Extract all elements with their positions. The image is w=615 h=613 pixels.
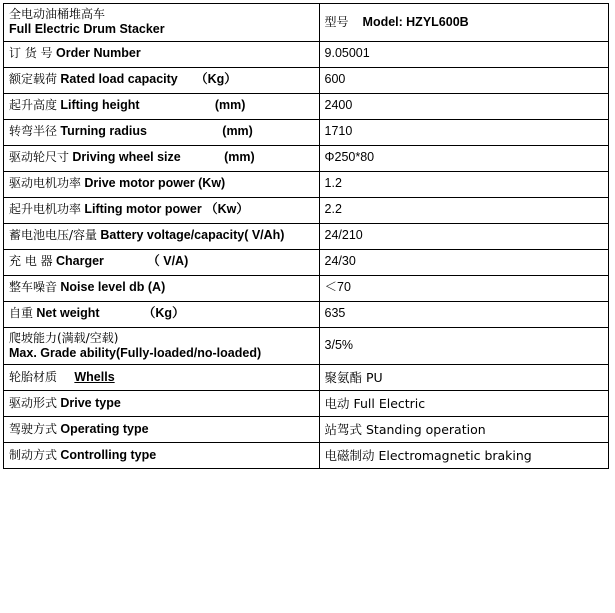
label-en: Whells: [74, 369, 115, 384]
label-unit: (mm): [214, 98, 246, 113]
label-en: Net weight: [36, 306, 100, 321]
row-label-turning-radius: [4, 119, 320, 145]
label-unit: (Kw): [198, 176, 226, 191]
label-en: Operating type: [60, 421, 149, 436]
table-row: [4, 417, 609, 443]
table-row: [4, 249, 609, 275]
value-text: 9.05001: [324, 46, 370, 61]
label-cn: 爬坡能力(满载/空载): [9, 330, 119, 345]
table-row: [4, 145, 609, 171]
table-row: [4, 327, 609, 365]
label-unit: （Kw）: [205, 202, 249, 217]
label-en: Lifting motor power: [84, 202, 202, 217]
label-cn: 轮胎材质: [9, 369, 58, 384]
row-label-grade-ability: [4, 327, 320, 365]
table-row: [4, 275, 609, 301]
label-en: Drive type: [60, 395, 121, 410]
row-label-wheels: [4, 365, 320, 391]
value-text: ＜70: [324, 280, 351, 295]
value-text: 电动 Full Electric: [324, 395, 426, 411]
label-en: Controlling type: [60, 447, 157, 462]
row-value-charger: [319, 249, 608, 275]
label-cn: 驱动轮尺寸: [9, 150, 70, 165]
value-text: 24/30: [324, 254, 356, 269]
label-en: Battery voltage/capacity: [100, 228, 245, 243]
value-text: 3/5%: [324, 338, 354, 353]
value-text: 2.2: [324, 202, 342, 217]
label-en: Rated load capacity: [60, 72, 178, 87]
table-row: [4, 391, 609, 417]
value-text: Φ250*80: [324, 150, 375, 165]
label-cn: 额定载荷: [9, 72, 58, 87]
label-unit: ( V/Ah): [244, 228, 285, 243]
label-cn: 转弯半径: [9, 124, 58, 139]
value-text: 聚氨酯 PU: [324, 369, 383, 385]
row-value-grade-ability: [319, 327, 608, 365]
label-cn: 制动方式: [9, 447, 58, 462]
row-value-controlling-type: [319, 443, 608, 469]
row-label-charger: [4, 249, 320, 275]
table-row: [4, 365, 609, 391]
table-row: [4, 67, 609, 93]
label-en: Turning radius: [60, 124, 147, 139]
model-cell: [319, 4, 608, 42]
row-label-battery-voltage-capacity: [4, 223, 320, 249]
label-en: Driving wheel size: [72, 150, 181, 165]
table-row-title: [4, 4, 609, 42]
label-cn: 驱动形式: [9, 395, 58, 410]
model-value: HZYL600B: [406, 14, 469, 29]
product-title-cell: [4, 4, 320, 42]
label-cn: 驱动电机功率: [9, 176, 82, 191]
value-text: 1.2: [324, 176, 342, 191]
row-value-net-weight: [319, 301, 608, 327]
table-row: [4, 41, 609, 67]
label-cn: 自重: [9, 306, 34, 321]
row-label-operating-type: [4, 417, 320, 443]
table-row: [4, 223, 609, 249]
row-label-noise-level: [4, 275, 320, 301]
label-unit: (mm): [224, 150, 255, 165]
table-row: [4, 301, 609, 327]
value-text: 站驾式 Standing operation: [324, 421, 486, 437]
row-value-battery-voltage-capacity: [319, 223, 608, 249]
row-value-lifting-motor-power: [319, 197, 608, 223]
value-text: 电磁制动 Electromagnetic braking: [324, 447, 532, 463]
value-text: 635: [324, 306, 346, 321]
row-label-lifting-height: [4, 93, 320, 119]
label-en: Drive motor power: [84, 176, 195, 191]
label-unit: （ V/A): [147, 254, 189, 269]
row-label-lifting-motor-power: [4, 197, 320, 223]
row-value-drive-motor-power: [319, 171, 608, 197]
value-text: 24/210: [324, 228, 363, 243]
row-label-drive-motor-power: [4, 171, 320, 197]
row-value-driving-wheel-size: [319, 145, 608, 171]
label-cn: 蓄电池电压/容量: [9, 228, 98, 243]
label-cn: 起升电机功率: [9, 202, 82, 217]
label-unit: (mm): [222, 124, 253, 139]
row-label-drive-type: [4, 391, 320, 417]
label-en: Max. Grade ability(Fully-loaded/no-loaded): [9, 345, 262, 360]
row-value-wheels: [319, 365, 608, 391]
table-row: [4, 93, 609, 119]
table-row: [4, 119, 609, 145]
label-en: Noise level db (A): [60, 280, 166, 295]
row-value-turning-radius: [319, 119, 608, 145]
row-label-driving-wheel-size: [4, 145, 320, 171]
specification-table: [3, 3, 609, 469]
row-value-operating-type: [319, 417, 608, 443]
table-row: [4, 197, 609, 223]
row-label-controlling-type: [4, 443, 320, 469]
label-cn: 整车噪音: [9, 280, 58, 295]
product-title-cn: 全电动油桶堆高车: [9, 7, 106, 21]
value-text: 1710: [324, 124, 353, 139]
label-en: Charger: [55, 254, 104, 269]
row-value-rated-load-capacity: [319, 67, 608, 93]
label-en: Order Number: [55, 46, 141, 61]
row-label-rated-load-capacity: [4, 67, 320, 93]
row-value-lifting-height: [319, 93, 608, 119]
row-label-order-number: [4, 41, 320, 67]
product-title-en: Full Electric Drum Stacker: [9, 22, 165, 36]
label-cn: 订 货 号: [9, 46, 53, 61]
label-unit: （Kg）: [195, 72, 237, 87]
row-value-order-number: [319, 41, 608, 67]
label-cn: 起升高度: [9, 98, 58, 113]
table-row: [4, 443, 609, 469]
model-label-en: Model:: [362, 14, 403, 29]
row-value-noise-level: [319, 275, 608, 301]
row-value-drive-type: [319, 391, 608, 417]
value-text: 2400: [324, 98, 353, 113]
label-cn: 充 电 器: [9, 254, 53, 269]
table-row: [4, 171, 609, 197]
label-en: Lifting height: [60, 98, 140, 113]
row-label-net-weight: [4, 301, 320, 327]
value-text: 600: [324, 72, 346, 87]
label-cn: 驾驶方式: [9, 421, 58, 436]
label-unit: （Kg）: [142, 306, 185, 321]
model-label-cn: 型号: [324, 14, 349, 29]
